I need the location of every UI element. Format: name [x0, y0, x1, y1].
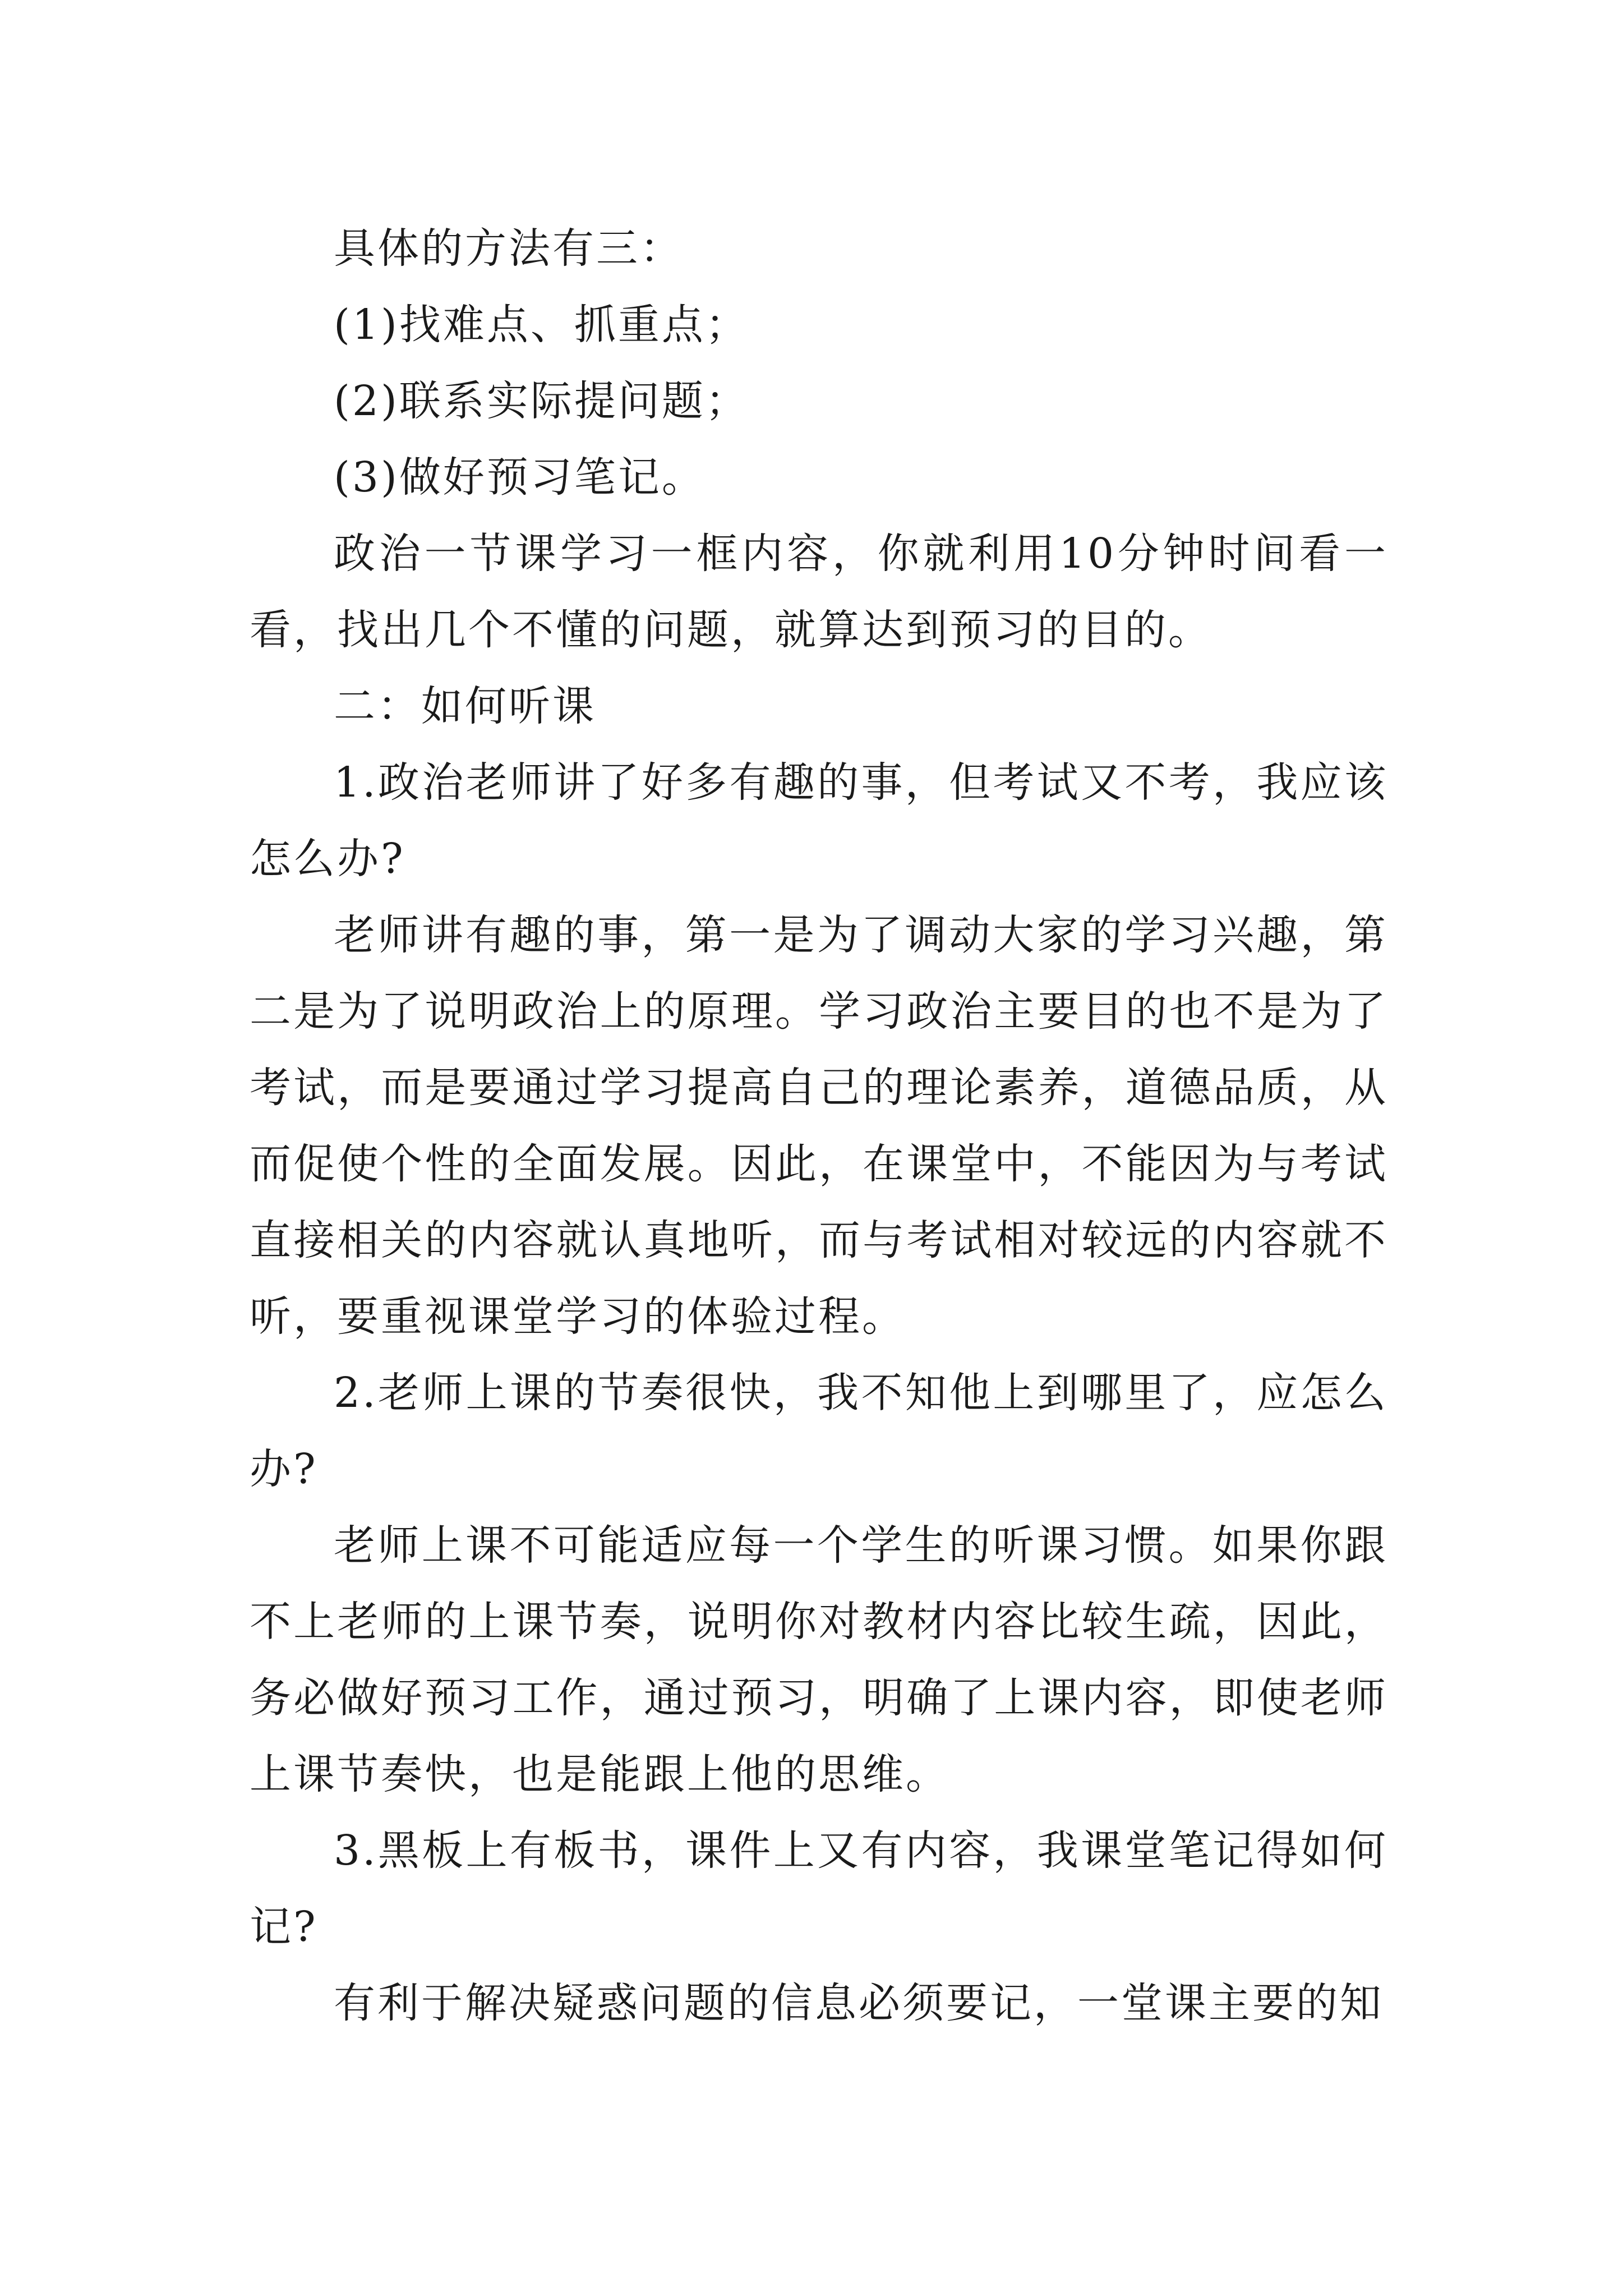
question-1: 1.政治老师讲了好多有趣的事，但考试又不考，我应该怎么办? — [250, 758, 1388, 883]
paragraph-method-2: (2)联系实际提问题； — [334, 377, 749, 425]
section-heading-listening: 二：如何听课 — [334, 682, 596, 730]
answer-2: 老师上课不可能适应每一个学生的听课习惯。如果你跟不上老师的上课节奏，说明你对教材内容比较生疏，因此，务必做好预习工作，通过预习，明确了上课内容，即使老师上课节奏快，也是能跟上他的思维。 — [250, 1521, 1388, 1798]
document-page — [250, 210, 1388, 2041]
paragraph-preview-tip: 政治一节课学习一框内容，你就利用10分钟时间看一看，找出几个不懂的问题，就算达到预习的目的。 — [250, 530, 1388, 654]
answer-1: 老师讲有趣的事，第一是为了调动大家的学习兴趣，第二是为了说明政治上的原理。学习政治主要目的也不是为了考试，而是要通过学习提高自己的理论素养，道德品质，从而促使个性的全面发展。因此，在课堂中，不能因为与考试直接相关的内容就认真地听，而与考试相对较远的内容就不听，要重视课堂学习的体验过程。 — [250, 911, 1388, 1341]
paragraph-method-1: (1)找难点、抓重点； — [334, 301, 749, 349]
question-3: 3.黑板上有板书，课件上又有内容，我课堂笔记得如何记? — [250, 1826, 1388, 1951]
paragraph-methods-intro: 具体的方法有三： — [334, 224, 684, 273]
answer-3: 有利于解决疑惑问题的信息必须要记，一堂课主要的知 — [334, 1979, 1384, 2027]
question-2: 2.老师上课的节奏很快，我不知他上到哪里了，应怎么办? — [250, 1369, 1388, 1493]
paragraph-method-3: (3)做好预习笔记。 — [334, 453, 706, 501]
